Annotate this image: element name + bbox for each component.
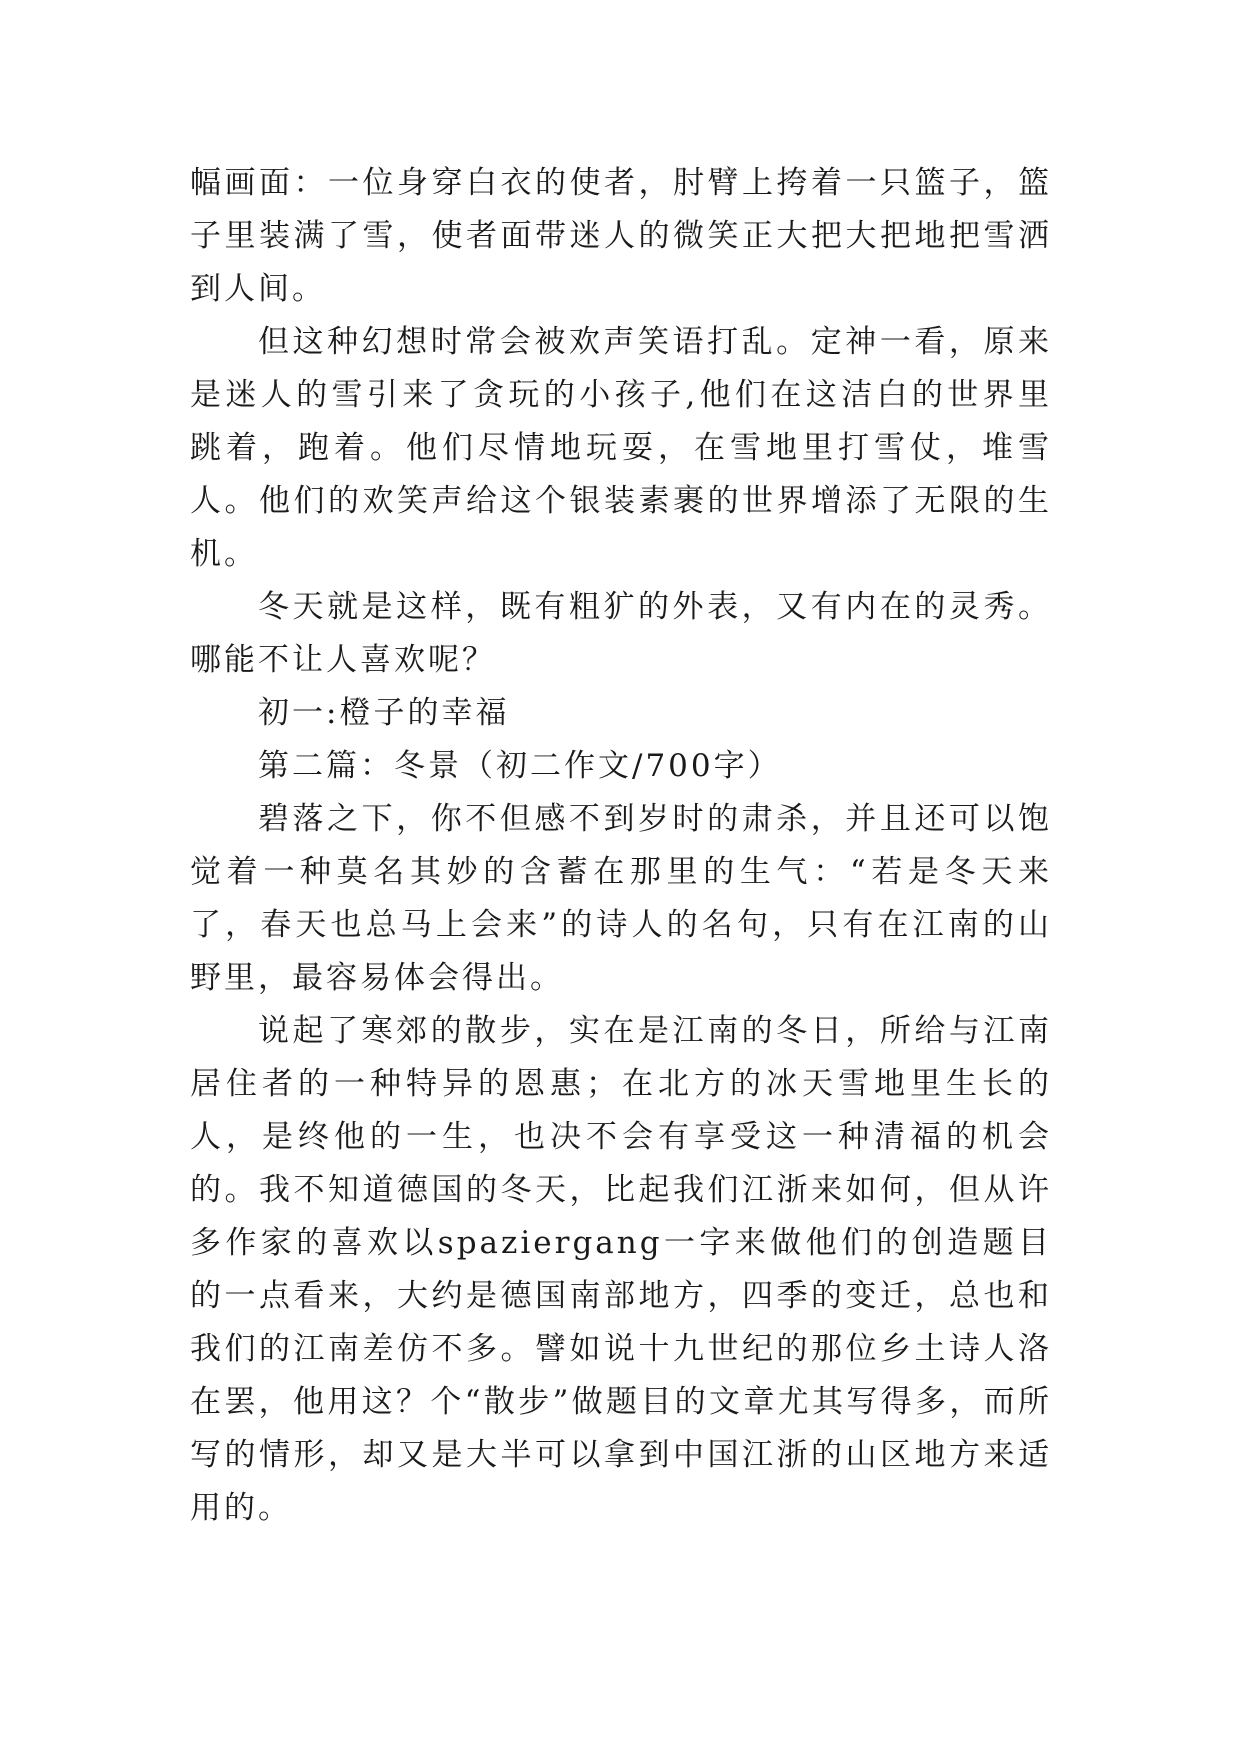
paragraph-3: 冬天就是这样，既有粗犷的外表，又有内在的灵秀。哪能不让人喜欢呢？: [190, 589, 1052, 678]
section-heading-2: 第二篇：冬景（初二作文/700字）: [258, 748, 782, 784]
paragraph-7: 说起了寒郊的散步，实在是江南的冬日，所给与江南居住者的一种特异的恩惠；在北方的冰天雪地里生长的人，是终他的一生，也决不会有享受这一种清福的机会的。我不知道德国的冬天，比起我们江浙来如何，但从许多作家的喜欢以spaziergang一字来做他们的创造题目的一点看来，大约是德国南部地方，四季的变迁，总也和我们的江南差仿不多。譬如说十九世纪的那位乡土诗人洛在罢，他用这？个“散步”做题目的文章尤其写得多，而所写的情形，却又是大半可以拿到中国江浙的山区地方来适用的。: [190, 1013, 1052, 1526]
section-heading-1: 初一:橙子的幸福: [258, 695, 510, 731]
paragraph-1: 幅画面：一位身穿白衣的使者，肘臂上挎着一只篮子，篮子里装满了雪，使者面带迷人的微笑正大把大把地把雪洒到人间。: [190, 165, 1052, 307]
paragraph-6: 碧落之下，你不但感不到岁时的肃杀，并且还可以饱觉着一种莫名其妙的含蓄在那里的生气：“若是冬天来了，春天也总马上会来”的诗人的名句，只有在江南的山野里，最容易体会得出。: [190, 801, 1052, 996]
paragraph-2: 但这种幻想时常会被欢声笑语打乱。定神一看，原来是迷人的雪引来了贪玩的小孩子,他们在这洁白的世界里跳着，跑着。他们尽情地玩耍，在雪地里打雪仗，堆雪人。他们的欢笑声给这个银装素裹的世界增添了无限的生机。: [190, 324, 1052, 572]
document-body: [190, 157, 1052, 1535]
